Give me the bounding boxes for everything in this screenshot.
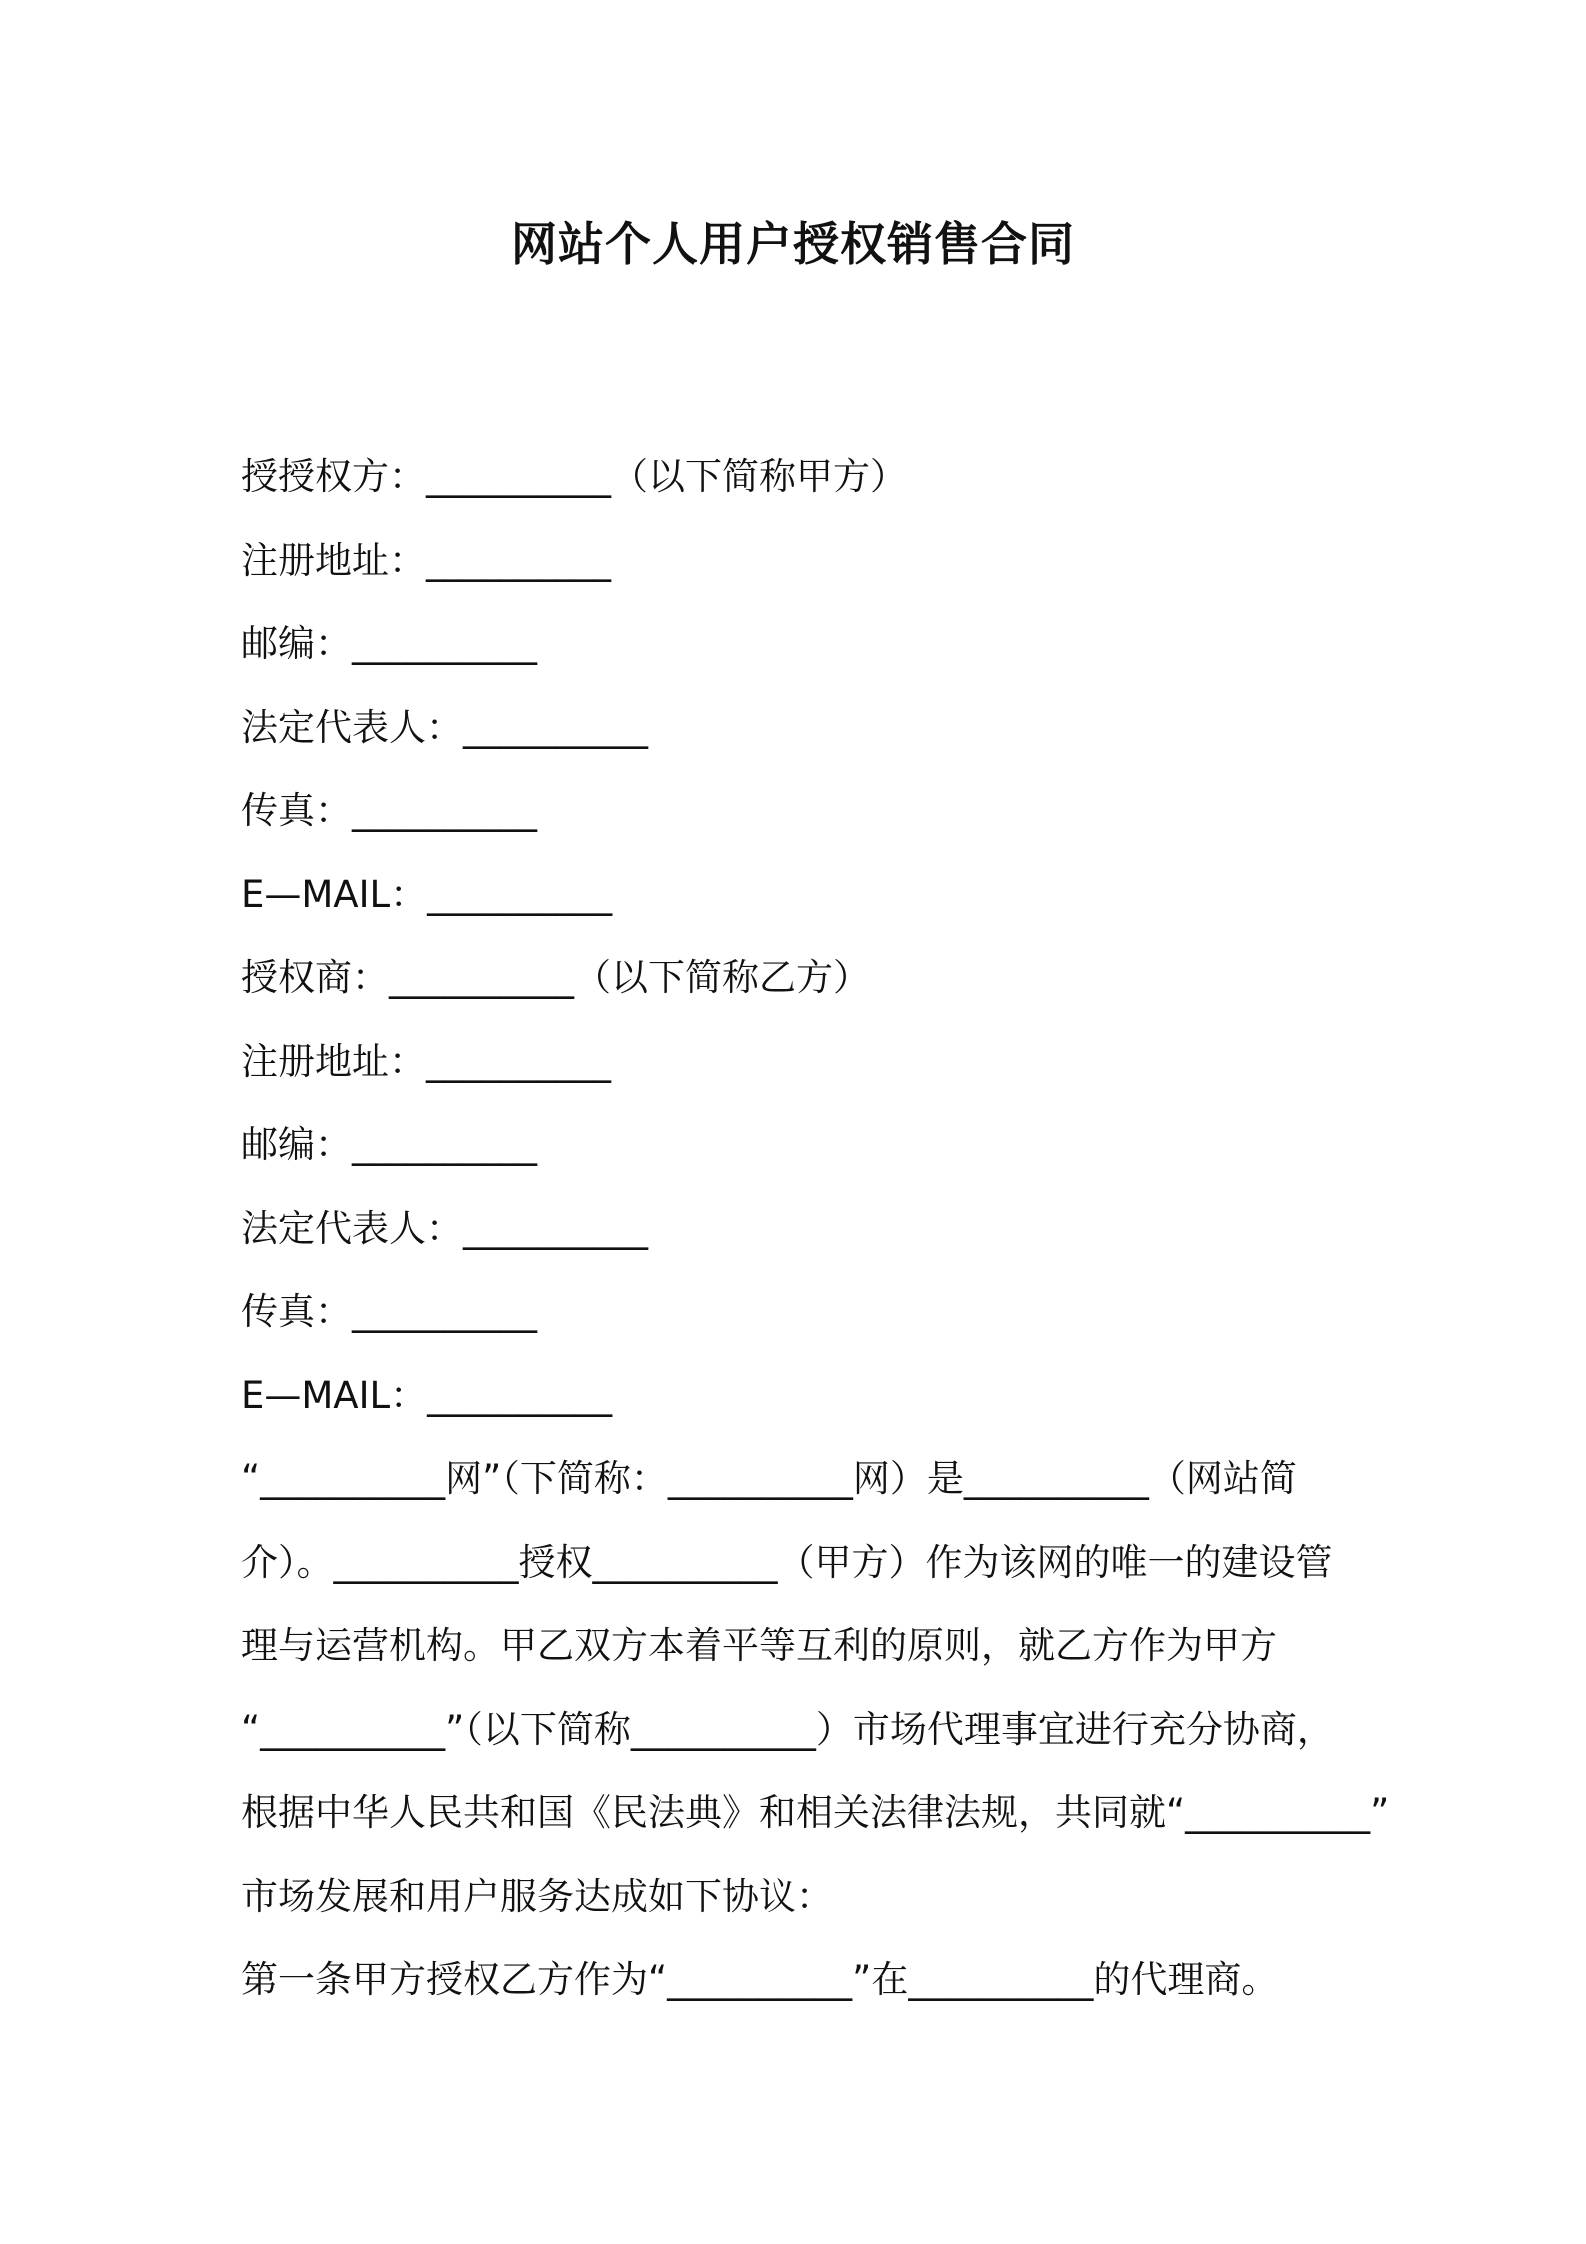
party-a-postcode-field: 邮编：__________ <box>241 622 537 665</box>
party-a-email-field: E—MAIL：__________ <box>241 872 613 916</box>
preamble-line: 市场发展和用户服务达成如下协议： <box>241 1874 833 1918</box>
party-b-name-field: 授权商：__________（以下简称乙方） <box>241 956 870 999</box>
party-a-fax-field: 传真：__________ <box>241 789 537 832</box>
party-b-legal-rep-field: 法定代表人：__________ <box>241 1206 648 1250</box>
party-a-name-field: 授授权方：__________（以下简称甲方） <box>241 455 907 498</box>
party-a-legal-rep-field: 法定代表人：__________ <box>241 705 648 749</box>
preamble-line: “__________”（以下简称__________）市场代理事宜进行充分协商， <box>241 1707 1334 1751</box>
document-title: 网站个人用户授权销售合同 <box>511 217 1075 271</box>
article-one-line: 第一条甲方授权乙方作为“__________”在__________的代理商。 <box>241 1958 1279 2001</box>
party-b-fax-field: 传真：__________ <box>241 1290 537 1333</box>
party-b-address-field: 注册地址：__________ <box>241 1039 611 1083</box>
preamble-line: 介）。__________授权__________（甲方）作为该网的唯一的建设管 <box>241 1540 1333 1584</box>
preamble-line: 理与运营机构。甲乙双方本着平等互利的原则，就乙方作为甲方 <box>241 1624 1277 1667</box>
party-info-section <box>241 450 1371 1452</box>
party-a-address-field: 注册地址：__________ <box>241 538 611 582</box>
party-b-postcode-field: 邮编：__________ <box>241 1123 537 1166</box>
party-b-email-field: E—MAIL：__________ <box>241 1373 613 1417</box>
preamble-line: “__________网”（下简称：__________网）是__________（网站简 <box>241 1457 1297 1500</box>
contract-preamble <box>241 1452 1390 2037</box>
preamble-line: 根据中华人民共和国《民法典》和相关法律法规，共同就“__________” <box>241 1791 1390 1834</box>
